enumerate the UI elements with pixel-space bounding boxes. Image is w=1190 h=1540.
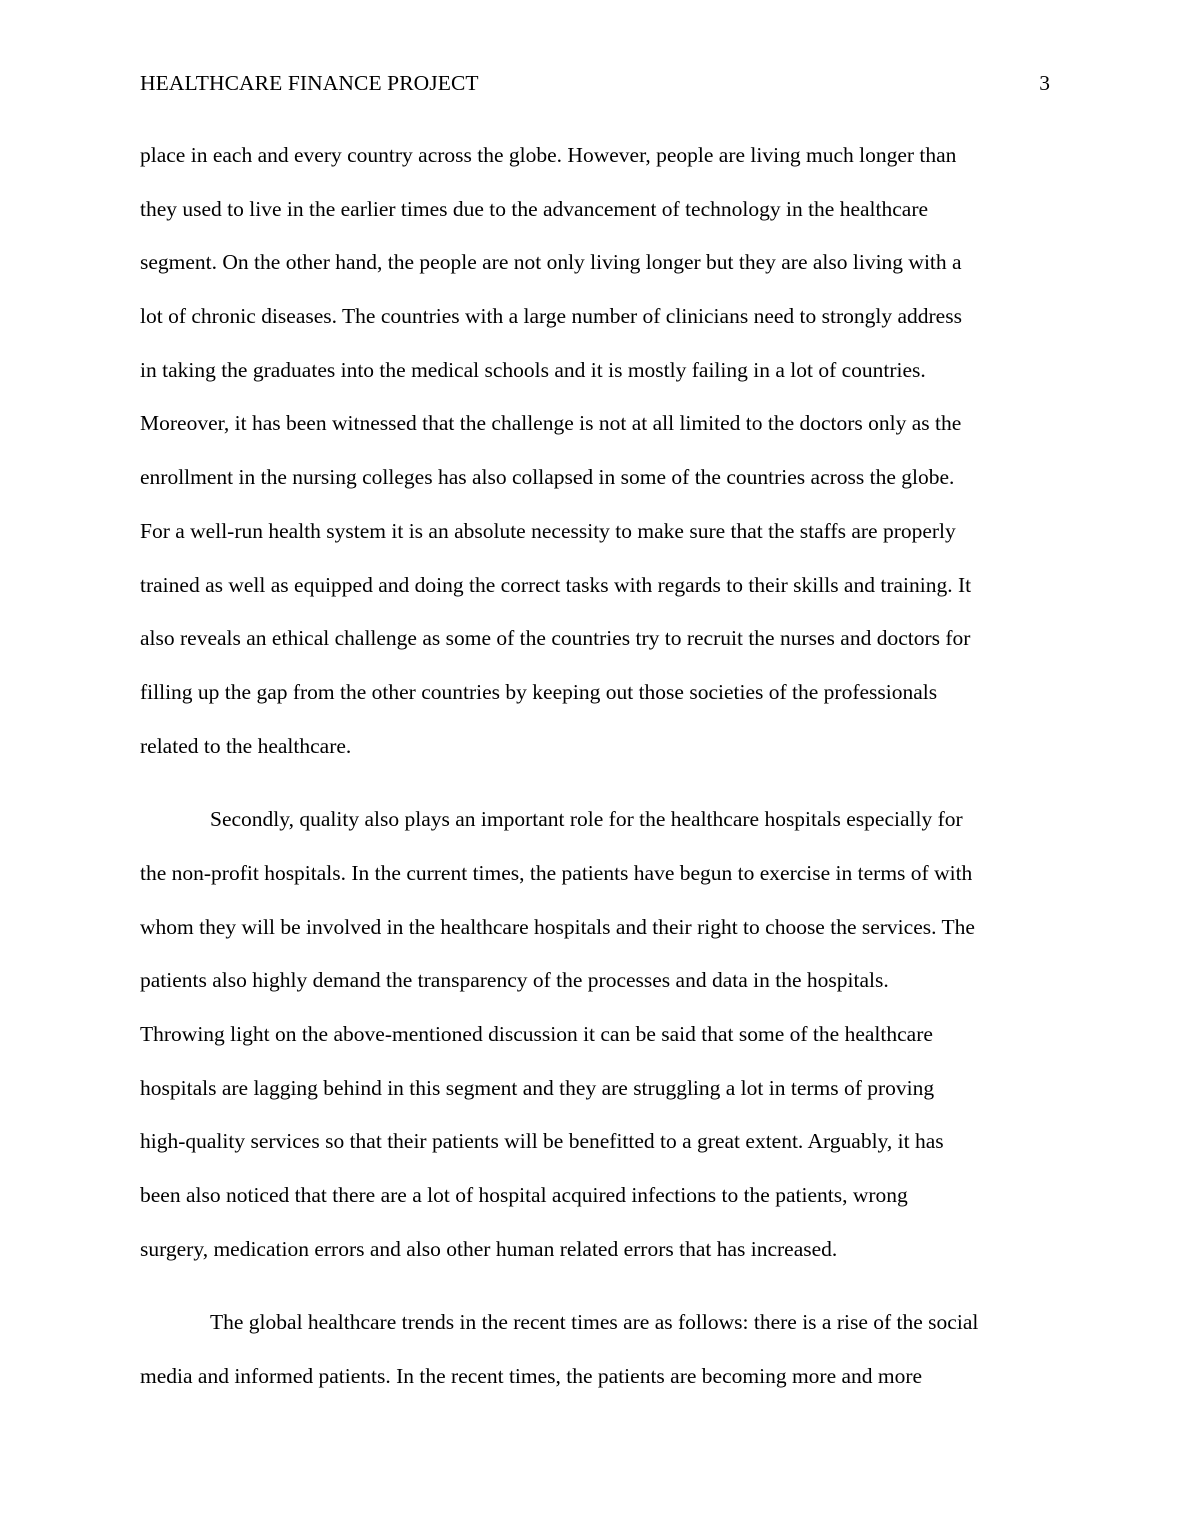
paragraph-spacing (140, 1276, 1055, 1296)
paragraph-continued (140, 129, 1055, 773)
page-number: 3 (1039, 71, 1050, 95)
body-text (140, 129, 1055, 1404)
text-line: related to the healthcare. (140, 733, 352, 758)
text-line: media and informed patients. In the recent times, the patients are becoming more and more (140, 1364, 923, 1389)
text-line: been also noticed that there are a lot of hospital acquired infections to the patients, wrong (140, 1183, 908, 1208)
text-line: they used to live in the earlier times due to the advancement of technology in the healthcare (140, 196, 929, 221)
text-line: place in each and every country across the globe. However, people are living much longer than (140, 143, 957, 167)
text-line: Throwing light on the above-mentioned discussion it can be said that some of the healthcare (140, 1022, 933, 1046)
text-line: enrollment in the nursing colleges has also collapsed in some of the countries across the globe. (140, 465, 955, 490)
paragraph-quality (140, 793, 1055, 1276)
text-line: trained as well as equipped and doing the correct tasks with regards to their skills and training. It (140, 572, 972, 597)
paragraph-trends (140, 1296, 1055, 1403)
text-line: filling up the gap from the other countries by keeping out those societies of the professionals (140, 679, 938, 704)
text-line-first: The global healthcare trends in the recent times are as follows: there is a rise of the social (210, 1310, 979, 1335)
text-line: For a well-run health system it is an absolute necessity to make sure that the staffs are properly (140, 518, 956, 543)
text-line: lot of chronic diseases. The countries with a large number of clinicians need to strongly address (140, 304, 962, 329)
text-line: whom they will be involved in the healthcare hospitals and their right to choose the services. The (140, 914, 975, 939)
running-head: HEALTHCARE FINANCE PROJECT (140, 71, 479, 95)
text-line: in taking the graduates into the medical schools and it is mostly failing in a lot of countries. (140, 357, 926, 382)
text-line: surgery, medication errors and also other human related errors that has increased. (140, 1236, 838, 1261)
text-line: segment. On the other hand, the people are not only living longer but they are also living with a (140, 250, 962, 275)
text-line: hospitals are lagging behind in this segment and they are struggling a lot in terms of proving (140, 1075, 935, 1100)
text-line-first: Secondly, quality also plays an important role for the healthcare hospitals especially for (210, 807, 963, 832)
text-line: also reveals an ethical challenge as some of the countries try to recruit the nurses and doctors for (140, 626, 971, 651)
text-line: Moreover, it has been witnessed that the challenge is not at all limited to the doctors only as the (140, 411, 962, 436)
text-line: high-quality services so that their patients will be benefitted to a great extent. Arguably, it has (140, 1129, 944, 1154)
paragraph-spacing (140, 773, 1055, 793)
text-line: the non-profit hospitals. In the current times, the patients have begun to exercise in terms of with (140, 860, 973, 885)
text-line: patients also highly demand the transparency of the processes and data in the hospitals. (140, 968, 889, 993)
